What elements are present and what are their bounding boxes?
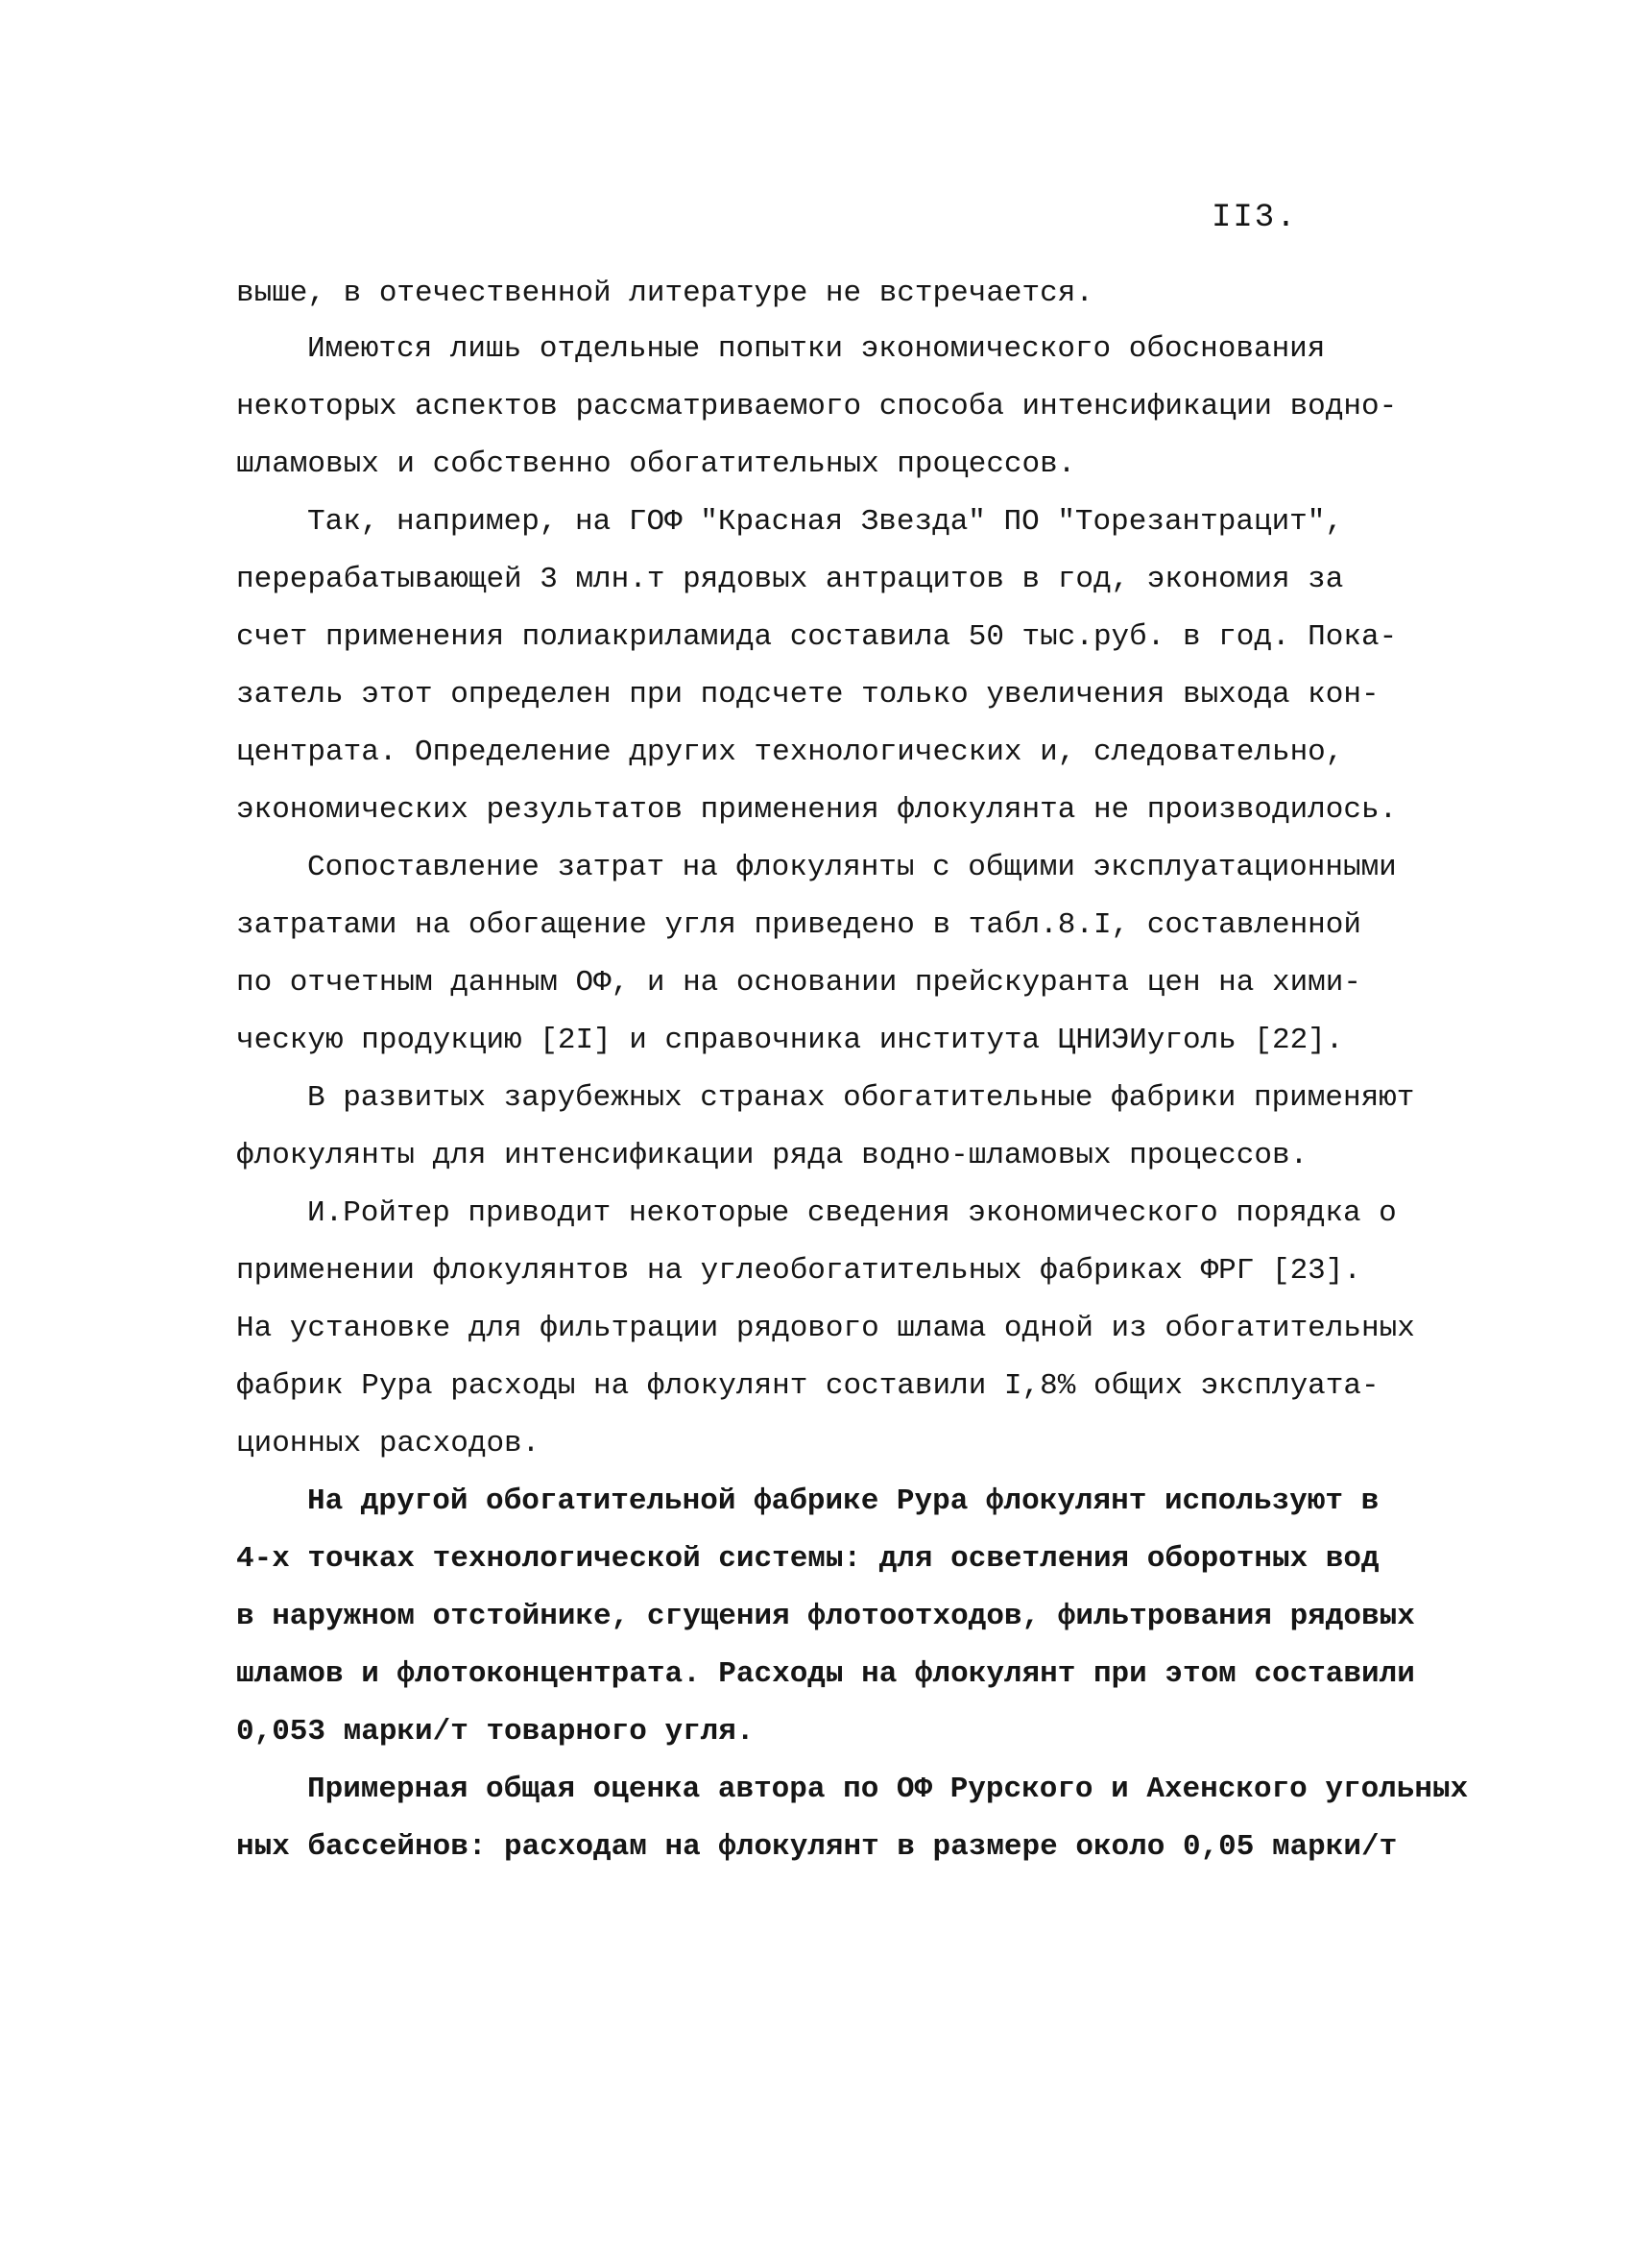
text-line: применении флокулянтов на углеобогатительных фабриках ФРГ [23]. xyxy=(236,1254,1361,1288)
text-line: Имеются лишь отдельные попытки экономического обоснования xyxy=(307,332,1326,366)
page-number: II3. xyxy=(1212,200,1298,236)
text-line: Так, например, на ГОФ "Красная Звезда" ПО "Торезантрацит", xyxy=(307,505,1343,539)
text-line: В развитых зарубежных странах обогатительные фабрики применяют xyxy=(307,1081,1415,1115)
text-line: ных бассейнов: расходам на флокулянт в размере около 0,05 марки/т xyxy=(236,1830,1398,1864)
text-line: флокулянты для интенсификации ряда водно-шламовых процессов. xyxy=(236,1139,1309,1172)
text-line: выше, в отечественной литературе не встречается. xyxy=(236,277,1093,310)
text-line: затратами на обогащение угля приведено в табл.8.I, составленной xyxy=(236,908,1361,942)
text-line: счет применения полиакриламида составила 50 тыс.руб. в год. Пока- xyxy=(236,620,1398,654)
text-line: 0,053 марки/т товарного угля. xyxy=(236,1715,755,1749)
text-line: затель этот определен при подсчете только увеличения выхода кон- xyxy=(236,678,1380,712)
text-line: 4-х точках технологической системы: для осветления оборотных вод xyxy=(236,1542,1380,1576)
text-line: экономических результатов применения флокулянта не производилось. xyxy=(236,793,1398,827)
text-line: И.Ройтер приводит некоторые сведения экономического порядка о xyxy=(307,1196,1397,1230)
text-line: фабрик Рура расходы на флокулянт составили I,8% общих эксплуата- xyxy=(236,1369,1380,1403)
text-line: перерабатывающей 3 млн.т рядовых антрацитов в год, экономия за xyxy=(236,563,1344,596)
text-line: ческую продукцию [2I] и справочника института ЦНИЭИуголь [22]. xyxy=(236,1024,1344,1057)
text-line: по отчетным данным ОФ, и на основании прейскуранта цен на хими- xyxy=(236,966,1361,1000)
text-line: ционных расходов. xyxy=(236,1427,540,1460)
text-line: шламовых и собственно обогатительных процессов. xyxy=(236,447,1076,481)
text-line: На установке для фильтрации рядового шлама одной из обогатительных xyxy=(236,1312,1415,1345)
text-line: Сопоставление затрат на флокулянты с общими эксплуатационными xyxy=(307,851,1397,884)
text-line: некоторых аспектов рассматриваемого способа интенсификации водно- xyxy=(236,390,1398,423)
text-line: На другой обогатительной фабрике Рура флокулянт используют в xyxy=(307,1484,1380,1518)
text-line: в наружном отстойнике, сгущения флотоотходов, фильтрования рядовых xyxy=(236,1600,1415,1633)
text-line: Примерная общая оценка автора по ОФ Рурского и Ахенского угольных xyxy=(307,1773,1469,1806)
text-line: шламов и флотоконцентрата. Расходы на флокулянт при этом составили xyxy=(236,1657,1415,1691)
text-line: центрата. Определение других технологических и, следовательно, xyxy=(236,736,1344,769)
